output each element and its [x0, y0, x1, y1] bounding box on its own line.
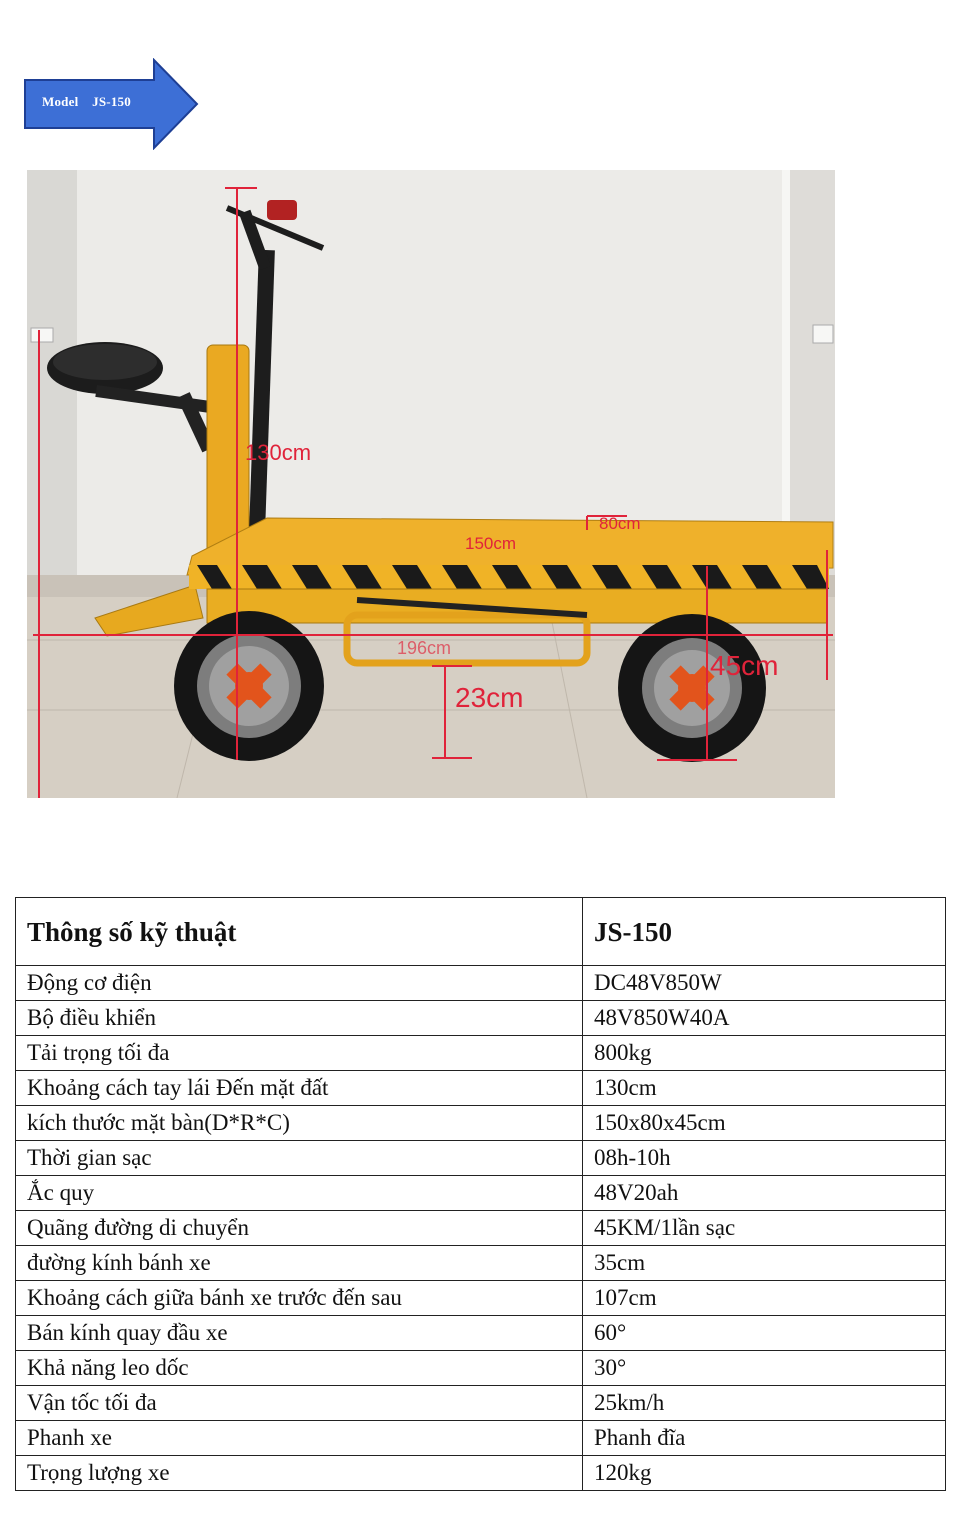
table-row — [16, 1421, 946, 1456]
row-value: 35cm — [583, 1246, 946, 1281]
row-value: DC48V850W — [583, 966, 946, 1001]
row-label: Bộ điều khiển — [16, 1001, 583, 1036]
table-row — [16, 1281, 946, 1316]
dimension-width-label: 80cm — [599, 514, 641, 533]
row-value: 150x80x45cm — [583, 1106, 946, 1141]
cart-illustration — [27, 170, 835, 798]
table-row — [16, 1456, 946, 1491]
table-row — [16, 1071, 946, 1106]
dimension-overall-label: 196cm — [397, 638, 452, 658]
row-label: Khoảng cách giữa bánh xe trước đến sau — [16, 1281, 583, 1316]
row-label: Ắc quy — [16, 1176, 583, 1211]
dimension-height-label: 130cm — [245, 440, 312, 465]
row-value: 130cm — [583, 1071, 946, 1106]
row-label: Khả năng leo dốc — [16, 1351, 583, 1386]
dimension-length-label: 150cm — [465, 534, 517, 553]
table-row — [16, 1316, 946, 1351]
model-badge-label: Model JS-150 — [42, 94, 131, 109]
header-model: JS-150 — [583, 898, 946, 966]
product-photo — [27, 170, 835, 798]
table-row — [16, 1141, 946, 1176]
row-value: 45KM/1lần sạc — [583, 1211, 946, 1246]
row-label: Trọng lượng xe — [16, 1456, 583, 1491]
model-badge — [24, 58, 200, 150]
header-label: Thông số kỹ thuật — [16, 898, 583, 966]
row-value: 60° — [583, 1316, 946, 1351]
table-row — [16, 1211, 946, 1246]
table-row — [16, 1386, 946, 1421]
row-value: 120kg — [583, 1456, 946, 1491]
row-label: Quãng đường di chuyển — [16, 1211, 583, 1246]
row-value: 08h-10h — [583, 1141, 946, 1176]
table-row — [16, 1246, 946, 1281]
table-header-row — [16, 898, 946, 966]
spec-table — [15, 897, 946, 1491]
row-label: Phanh xe — [16, 1421, 583, 1456]
row-label: kích thước mặt bàn(D*R*C) — [16, 1106, 583, 1141]
row-label: Vận tốc tối đa — [16, 1386, 583, 1421]
row-value: 48V20ah — [583, 1176, 946, 1211]
row-label: Khoảng cách tay lái Đến mặt đất — [16, 1071, 583, 1106]
row-value: 107cm — [583, 1281, 946, 1316]
row-label: Thời gian sạc — [16, 1141, 583, 1176]
dimension-wheel-label: 45cm — [710, 650, 779, 681]
row-value: 30° — [583, 1351, 946, 1386]
table-row — [16, 1176, 946, 1211]
table-row — [16, 1036, 946, 1071]
row-label: Động cơ điện — [16, 966, 583, 1001]
row-value: 48V850W40A — [583, 1001, 946, 1036]
front-wheel — [174, 611, 324, 761]
rear-wheel — [618, 614, 766, 762]
row-label: Bán kính quay đầu xe — [16, 1316, 583, 1351]
dimension-clearance-label: 23cm — [455, 682, 524, 713]
table-row — [16, 966, 946, 1001]
table-row — [16, 1351, 946, 1386]
row-value: 800kg — [583, 1036, 946, 1071]
row-value: 25km/h — [583, 1386, 946, 1421]
row-label: đường kính bánh xe — [16, 1246, 583, 1281]
row-value: Phanh đĩa — [583, 1421, 946, 1456]
table-row — [16, 1106, 946, 1141]
table-row — [16, 1001, 946, 1036]
row-label: Tải trọng tối đa — [16, 1036, 583, 1071]
